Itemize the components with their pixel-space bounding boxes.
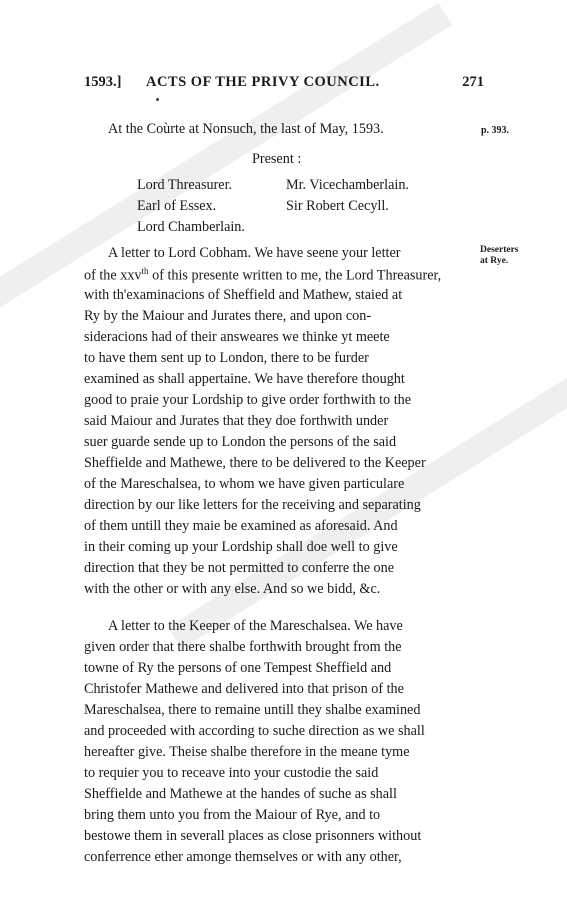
text-line: with the other or with any else. And so we bidd, &c.	[84, 581, 381, 597]
text-line: A letter to the Keeper of the Mareschalsea. We have	[108, 618, 403, 634]
text-line: Ry by the Maiour and Jurates there, and upon con-	[84, 308, 372, 324]
page-number: 271	[462, 74, 484, 90]
member: Earl of Essex.	[137, 198, 217, 214]
text-line: hereafter give. Theise shalbe therefore in the meane tyme	[84, 744, 410, 760]
text-line: suer guarde sende up to London the persons of the said	[84, 434, 397, 450]
text-line: Mareschalsea, there to remaine untill they shalbe examined	[84, 702, 421, 718]
text-line: Sheffielde and Mathewe, there to be delivered to the Keeper	[84, 455, 426, 471]
text-line: towne of Ry the persons of one Tempest Sheffield and	[84, 660, 392, 676]
text-line: given order that there shalbe forthwith brought from the	[84, 639, 402, 655]
header-title: ACTS OF THE PRIVY COUNCIL.	[146, 74, 380, 90]
text-line: sideracions had of their answeares we thinke yt meete	[84, 329, 390, 345]
member: Lord Threasurer.	[137, 177, 233, 193]
text-line: said Maiour and Jurates that they doe forthwith under	[84, 413, 389, 429]
text-line: to have them sent up to London, there to be furder	[84, 350, 369, 366]
text-line: bring them unto you from the Maiour of Rye, and to	[84, 807, 381, 823]
text-line: bestowe them in severall places as close prisonners without	[84, 828, 422, 844]
text-line: of them untill they maie be examined as aforesaid. And	[84, 518, 398, 534]
stray-dot	[156, 98, 159, 101]
header-year: 1593.]	[84, 74, 122, 90]
meeting-place-line: At the Coùrte at Nonsuch, the last of May, 1593.	[108, 121, 384, 137]
text-line: Sheffielde and Mathewe at the handes of suche as shall	[84, 786, 397, 802]
text-line: conferrence ether amonge themselves or with any other,	[84, 849, 402, 865]
margin-note: Deserters at Rye.	[480, 245, 519, 266]
member: Mr. Vicechamberlain.	[286, 177, 409, 193]
member: Lord Chamberlain.	[137, 219, 245, 235]
member: Sir Robert Cecyll.	[286, 198, 389, 214]
text-line: direction by our like letters for the receiving and separating	[84, 497, 421, 513]
text-line: to requier you to receave into your custodie the said	[84, 765, 379, 781]
text-line: of the Mareschalsea, to whom we have given particulare	[84, 476, 405, 492]
present-label: Present :	[252, 151, 302, 167]
text-line: of the xxv$^{th}$ of this presente written to me, the Lord Threasurer,	[84, 266, 442, 284]
margin-page-ref: p. 393.	[481, 125, 510, 136]
text-line: Christofer Mathewe and delivered into that prison of the	[84, 681, 404, 697]
text-line: and proceeded with according to suche direction as we shall	[84, 723, 425, 739]
text-line: examined as shall appertaine. We have therefore thought	[84, 371, 405, 387]
text-line: good to praie your Lordship to give order forthwith to the	[84, 392, 412, 408]
text-line: A letter to Lord Cobham. We have seene your letter	[108, 245, 401, 261]
text-line: in their coming up your Lordship shall doe well to give	[84, 539, 398, 555]
text-line: with th'examinacions of Sheffield and Mathew, staied at	[84, 287, 403, 303]
text-line: direction that they be not permitted to conferre the one	[84, 560, 395, 576]
